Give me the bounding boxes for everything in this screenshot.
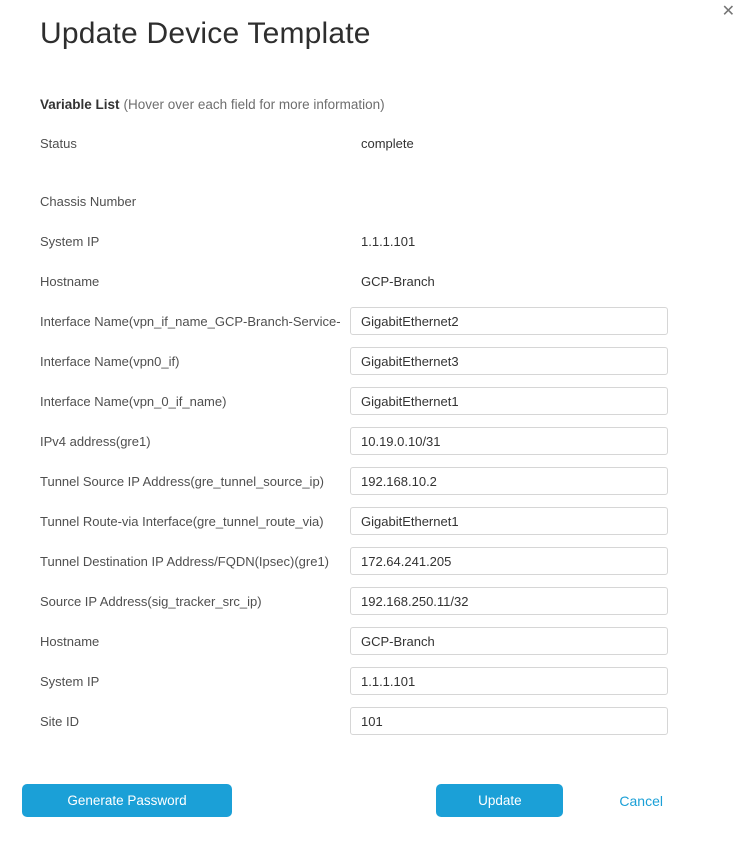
variable-list-hint: (Hover over each field for more information) <box>123 97 385 112</box>
row-system-ip-input <box>40 667 752 695</box>
tunnel-route-via-label: Tunnel Route-via Interface(gre_tunnel_route_via) <box>40 513 324 529</box>
row-interface-name-vpn0-if <box>40 347 752 375</box>
interface-name-vpn0-if-label: Interface Name(vpn0_if) <box>40 353 180 369</box>
system-ip-input-label: System IP <box>40 673 100 689</box>
interface-name-vpn-if-name-input[interactable] <box>350 307 668 335</box>
status-value: complete <box>361 135 414 151</box>
tunnel-source-ip-input[interactable] <box>350 467 668 495</box>
row-tunnel-route-via <box>40 507 752 535</box>
interface-name-vpn-0-if-name-input[interactable] <box>350 387 668 415</box>
interface-name-vpn0-if-input[interactable] <box>350 347 668 375</box>
ipv4-address-gre1-input[interactable] <box>350 427 668 455</box>
interface-name-vpn-0-if-name-label: Interface Name(vpn_0_if_name) <box>40 393 227 409</box>
cancel-button[interactable]: Cancel <box>619 792 663 809</box>
update-button[interactable]: Update <box>436 784 563 817</box>
tunnel-destination-ip-input[interactable] <box>350 547 668 575</box>
modal-title: Update Device Template <box>40 17 371 50</box>
variable-list <box>0 129 752 735</box>
variable-list-heading: Variable List <box>40 97 120 112</box>
site-id-input[interactable] <box>350 707 668 735</box>
system-ip-value: 1.1.1.101 <box>361 233 416 249</box>
system-ip-label: System IP <box>40 233 100 249</box>
row-ipv4-address-gre1 <box>40 427 752 455</box>
row-source-ip <box>40 587 752 615</box>
tunnel-destination-ip-label: Tunnel Destination IP Address/FQDN(Ipsec)(gre1) <box>40 553 330 569</box>
interface-name-vpn-if-name-label: Interface Name(vpn_if_name_GCP-Branch-Service- <box>40 313 341 329</box>
row-system-ip <box>40 227 752 255</box>
tunnel-route-via-input[interactable] <box>350 507 668 535</box>
site-id-label: Site ID <box>40 713 80 729</box>
hostname-input[interactable] <box>350 627 668 655</box>
hostname-input-label: Hostname <box>40 633 100 649</box>
row-interface-name-vpn-if-name <box>40 307 752 335</box>
row-hostname <box>40 267 752 295</box>
status-label: Status <box>40 135 77 151</box>
variable-list-header <box>40 97 712 113</box>
row-chassis-number <box>40 187 752 215</box>
hostname-value: GCP-Branch <box>361 273 435 289</box>
row-hostname-input <box>40 627 752 655</box>
system-ip-input[interactable] <box>350 667 668 695</box>
row-site-id <box>40 707 752 735</box>
ipv4-address-gre1-label: IPv4 address(gre1) <box>40 433 151 449</box>
source-ip-input[interactable] <box>350 587 668 615</box>
chassis-number-label: Chassis Number <box>40 193 137 209</box>
row-status <box>40 129 752 157</box>
close-icon[interactable]: ✕ <box>721 3 735 20</box>
row-tunnel-destination-ip <box>40 547 752 575</box>
row-interface-name-vpn-0-if-name <box>40 387 752 415</box>
row-tunnel-source-ip <box>40 467 752 495</box>
generate-password-button[interactable]: Generate Password <box>22 784 232 817</box>
modal-footer <box>0 784 752 817</box>
hostname-label: Hostname <box>40 273 100 289</box>
source-ip-label: Source IP Address(sig_tracker_src_ip) <box>40 593 262 609</box>
tunnel-source-ip-label: Tunnel Source IP Address(gre_tunnel_source_ip) <box>40 473 325 489</box>
